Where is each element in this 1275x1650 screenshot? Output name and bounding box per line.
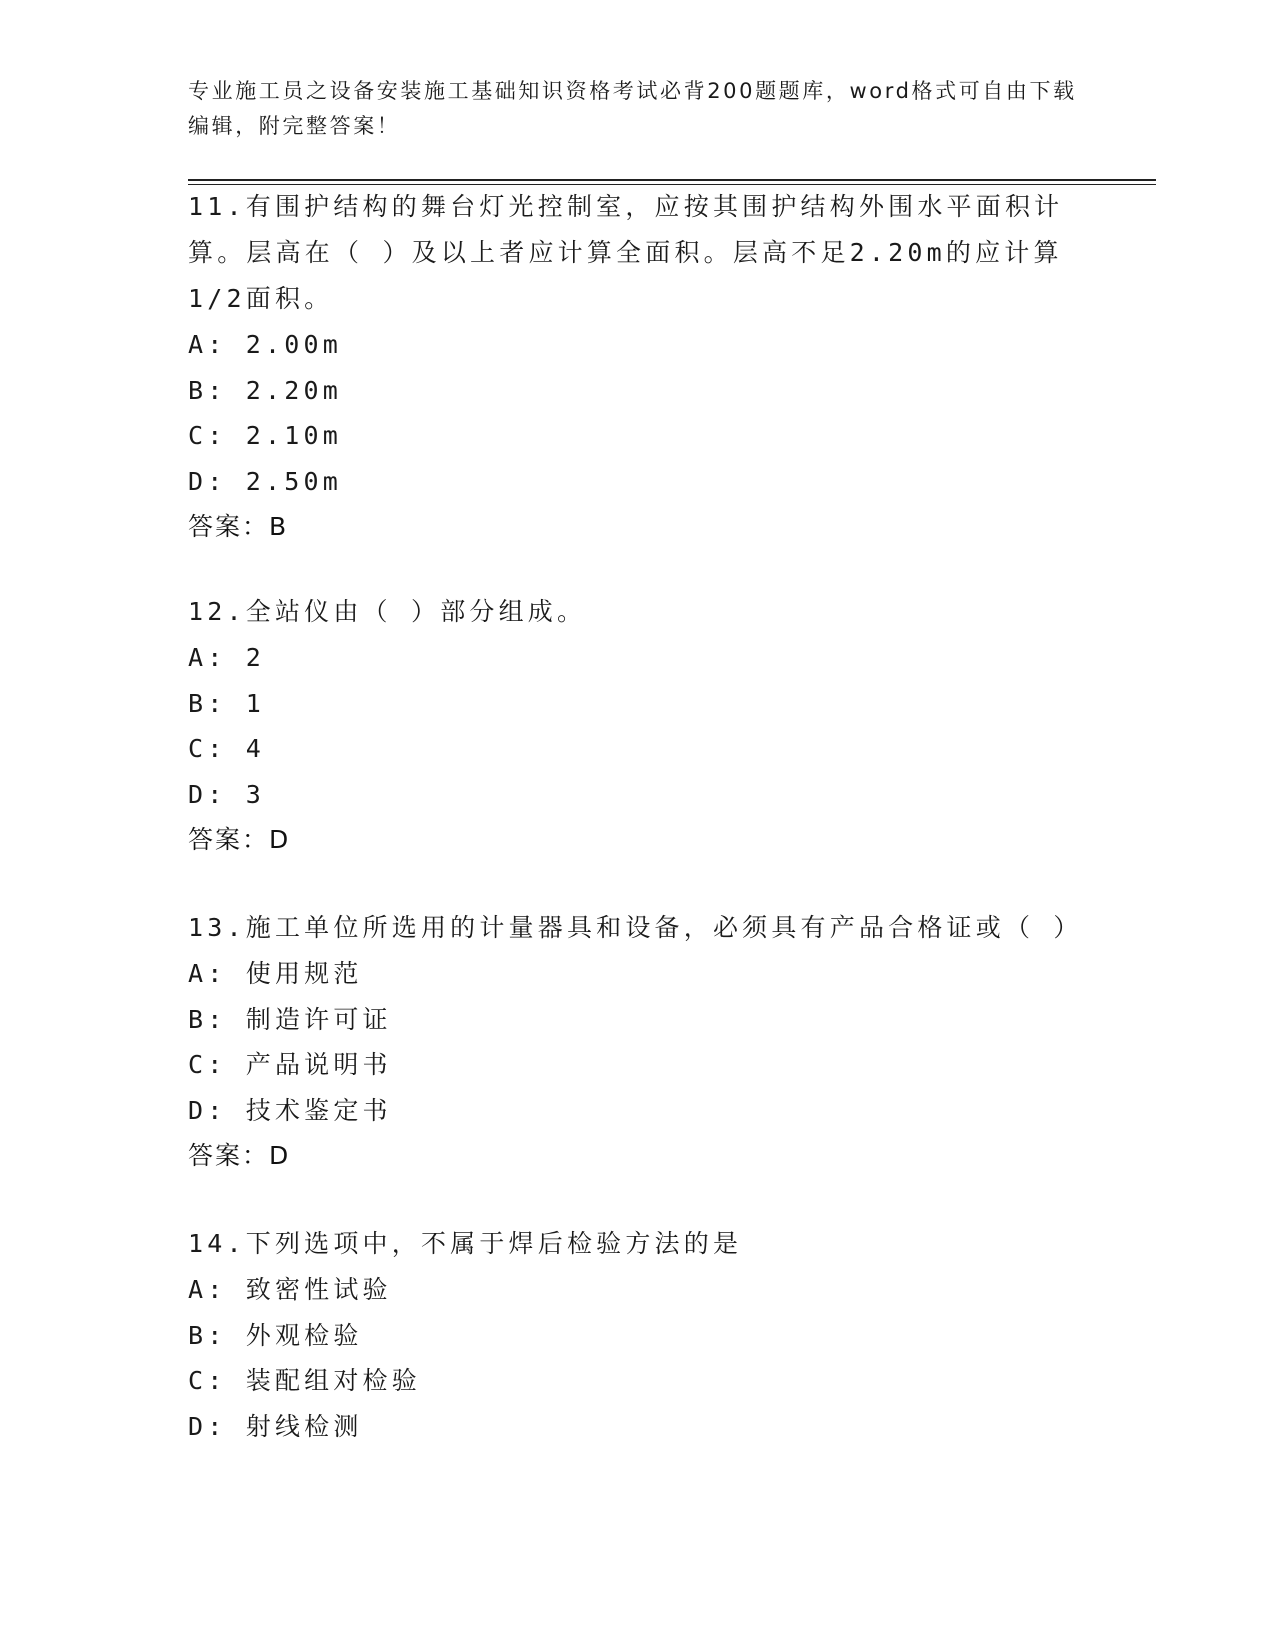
option-c: C: 产品说明书 bbox=[188, 1050, 392, 1079]
option-d: D: 2.50m bbox=[188, 466, 343, 496]
question-stem: 12.全站仪由（ ）部分组成。 bbox=[188, 597, 587, 626]
option-d: D: 射线检测 bbox=[188, 1411, 363, 1441]
option-d: D: 技术鉴定书 bbox=[188, 1095, 392, 1125]
question-stem: 11.有围护结构的舞台灯光控制室，应按其围护结构外围水平面积计算。层高在（ ）及以上者应计算全面积。层高不足2.20m的应计算1/2面积。 bbox=[188, 192, 1064, 313]
option-b: B: 制造许可证 bbox=[188, 1004, 392, 1034]
question-stem: 14.下列选项中，不属于焊后检验方法的是 bbox=[188, 1229, 743, 1258]
question-11 bbox=[188, 184, 1088, 550]
option-a: A: 致密性试验 bbox=[188, 1275, 392, 1304]
answer-label: 答案：D bbox=[188, 1141, 291, 1170]
option-b: B: 外观检验 bbox=[188, 1320, 363, 1350]
answer-label: 答案：B bbox=[188, 512, 289, 541]
option-a: A: 2.00m bbox=[188, 330, 343, 359]
header-divider-thick bbox=[188, 179, 1156, 181]
document-header: 专业施工员之设备安装施工基础知识资格考试必背200题题库，word格式可自由下载编辑，附完整答案！ bbox=[188, 79, 1077, 138]
option-d: D: 3 bbox=[188, 779, 266, 809]
question-13 bbox=[188, 905, 1088, 1179]
question-stem: 13.施工单位所选用的计量器具和设备，必须具有产品合格证或（ ） bbox=[188, 913, 1083, 942]
option-c: C: 4 bbox=[188, 734, 266, 763]
option-b: B: 1 bbox=[188, 688, 266, 718]
option-c: C: 2.10m bbox=[188, 421, 343, 450]
option-c: C: 装配组对检验 bbox=[188, 1366, 421, 1395]
question-14 bbox=[188, 1221, 1088, 1449]
answer-label: 答案：D bbox=[188, 825, 291, 854]
option-b: B: 2.20m bbox=[188, 375, 343, 405]
question-12 bbox=[188, 589, 1088, 863]
option-a: A: 2 bbox=[188, 643, 266, 672]
option-a: A: 使用规范 bbox=[188, 959, 363, 988]
